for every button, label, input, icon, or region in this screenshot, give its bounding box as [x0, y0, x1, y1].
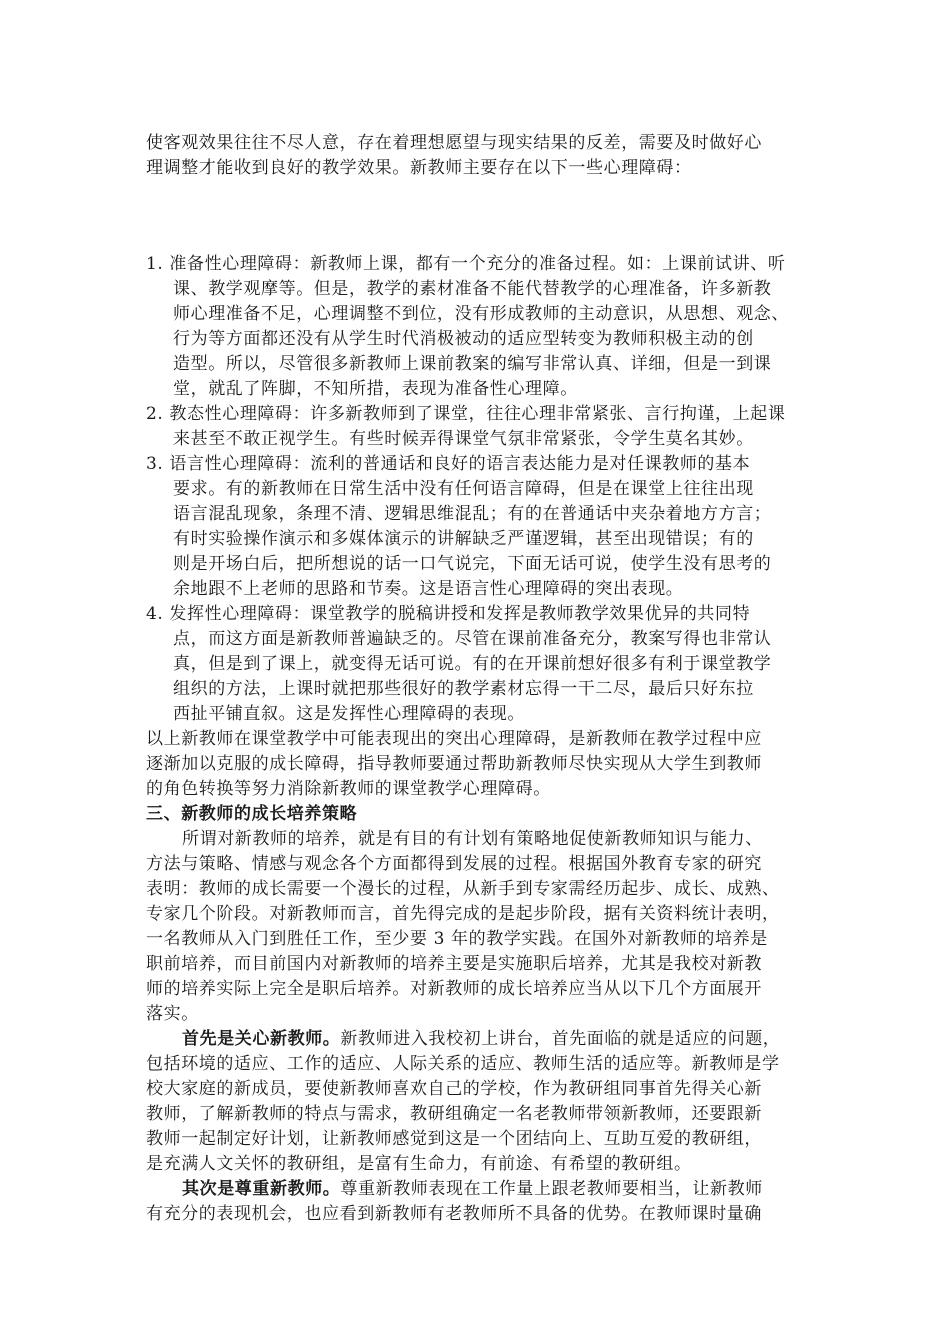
intro-line: 理调整才能收到良好的教学效果。新教师主要存在以下一些心理障碍： — [146, 158, 692, 178]
list-item-line: 堂，就乱了阵脚，不知所措，表现为准备性心理障。 — [173, 379, 578, 399]
paragraph-line: 专家几个阶段。对新教师而言，首先得完成的是起步阶段，据有关资料统计表明， — [146, 904, 780, 924]
summary-line: 的角色转换等努力消除新教师的课堂教学心理障碍。 — [146, 779, 551, 799]
list-item-line: 语言混乱现象，条理不清、逻辑思维混乱；有的在普通话中夹杂着地方方言； — [173, 504, 772, 524]
list-item-line: 1. 准备性心理障碍：新教师上课，都有一个充分的准备过程。如：上课前试讲、听 — [146, 254, 786, 274]
paragraph-line: 校大家庭的新成员，要使新教师喜欢自己的学校，作为教研组同事首先得关心新 — [146, 1079, 762, 1099]
list-item-line: 造型。所以，尽管很多新教师上课前教案的编写非常认真、详细，但是一到课 — [173, 354, 772, 374]
list-item-line: 来甚至不敢正视学生。有些时候弄得课堂气氛非常紧张，令学生莫名其妙。 — [173, 429, 754, 449]
paragraph-lead: 首先是关心新教师。 — [182, 1029, 341, 1049]
list-item-line: 真，但是到了课上，就变得无话可说。有的在开课前想好很多有利于课堂教学 — [173, 654, 772, 674]
paragraph-line: 表明：教师的成长需要一个漫长的过程，从新手到专家需经历起步、成长、成熟、 — [146, 879, 780, 899]
summary-line: 逐渐加以克服的成长障碍，指导教师要通过帮助新教师尽快实现从大学生到教师 — [146, 754, 762, 774]
summary-line: 以上新教师在课堂教学中可能表现出的突出心理障碍，是新教师在教学过程中应 — [146, 729, 762, 749]
paragraph-text: 尊重新教师表现在工作量上跟老教师要相当，让新教师 — [340, 1179, 763, 1199]
paragraph-line: 教师，了解新教师的特点与需求，教研组确定一名老教师带领新教师，还要跟新 — [146, 1104, 762, 1124]
paragraph-line: 职前培养，而目前国内对新教师的培养主要是实施职后培养，尤其是我校对新教 — [146, 954, 762, 974]
list-item-line: 则是开场白后，把所想说的话一口气说完，下面无话可说，使学生没有思考的 — [173, 554, 772, 574]
paragraph-lead: 其次是尊重新教师。 — [182, 1179, 341, 1199]
paragraph-line: 师的培养实际上完全是职后培养。对新教师的成长培养应当从以下几个方面展开 — [146, 979, 762, 999]
paragraph-line: 所谓对新教师的培养，就是有目的有计划有策略地促使新教师知识与能力、 — [182, 829, 763, 849]
list-item-line: 行为等方面都还没有从学生时代消极被动的适应型转变为教师积极主动的创 — [173, 329, 754, 349]
list-item-line: 师心理准备不足，心理调整不到位，没有形成教师的主动意识，从思想、观念、 — [173, 304, 789, 324]
paragraph-line: 一名教师从入门到胜任工作，至少要 3 年的教学实践。在国外对新教师的培养是 — [146, 929, 768, 949]
paragraph-line: 落实。 — [146, 1004, 199, 1024]
list-item-line: 3. 语言性心理障碍：流利的普通话和良好的语言表达能力是对任课教师的基本 — [146, 454, 751, 474]
list-item-line: 课、教学观摩等。但是，教学的素材准备不能代替教学的心理准备，许多新教 — [173, 279, 772, 299]
list-item-line: 西扯平铺直叙。这是发挥性心理障碍的表现。 — [173, 704, 525, 724]
paragraph-text: 新教师进入我校初上讲台，首先面临的就是适应的问题， — [340, 1029, 781, 1049]
list-item-line: 组织的方法，上课时就把那些很好的教学素材忘得一干二尽，最后只好东拉 — [173, 679, 754, 699]
list-item-line: 4. 发挥性心理障碍：课堂教学的脱稿讲授和发挥是教师教学效果优异的共同特 — [146, 604, 751, 624]
paragraph-line: 有充分的表现机会，也应看到新教师有老教师所不具备的优势。在教师课时量确 — [146, 1204, 762, 1224]
paragraph-line: 教师一起制定好计划，让新教师感觉到这是一个团结向上、互助互爱的教研组， — [146, 1129, 762, 1149]
paragraph-line: 方法与策略、情感与观念各个方面都得到发展的过程。根据国外教育专家的研究 — [146, 854, 762, 874]
section-heading: 三、新教师的成长培养策略 — [146, 804, 358, 824]
paragraph-line — [182, 1176, 763, 1202]
paragraph-line: 是充满人文关怀的教研组，是富有生命力，有前途、有希望的教研组。 — [146, 1154, 692, 1174]
paragraph-line — [182, 1026, 780, 1052]
list-item-line: 余地跟不上老师的思路和节奏。这是语言性心理障碍的突出表现。 — [173, 579, 684, 599]
intro-line: 使客观效果往往不尽人意，存在着理想愿望与现实结果的反差，需要及时做好心 — [146, 133, 762, 153]
list-item-line: 2. 教态性心理障碍：许多新教师到了课堂，往往心理非常紧张、言行拘谨，上起课 — [146, 404, 786, 424]
list-item-line: 有时实验操作演示和多媒体演示的讲解缺乏严谨逻辑，甚至出现错误；有的 — [173, 529, 754, 549]
list-item-line: 点，而这方面是新教师普遍缺乏的。尽管在课前准备充分，教案写得也非常认 — [173, 629, 772, 649]
list-item-line: 要求。有的新教师在日常生活中没有任何语言障碍，但是在课堂上往往出现 — [173, 479, 754, 499]
paragraph-line: 包括环境的适应、工作的适应、人际关系的适应、教师生活的适应等。新教师是学 — [146, 1054, 780, 1074]
